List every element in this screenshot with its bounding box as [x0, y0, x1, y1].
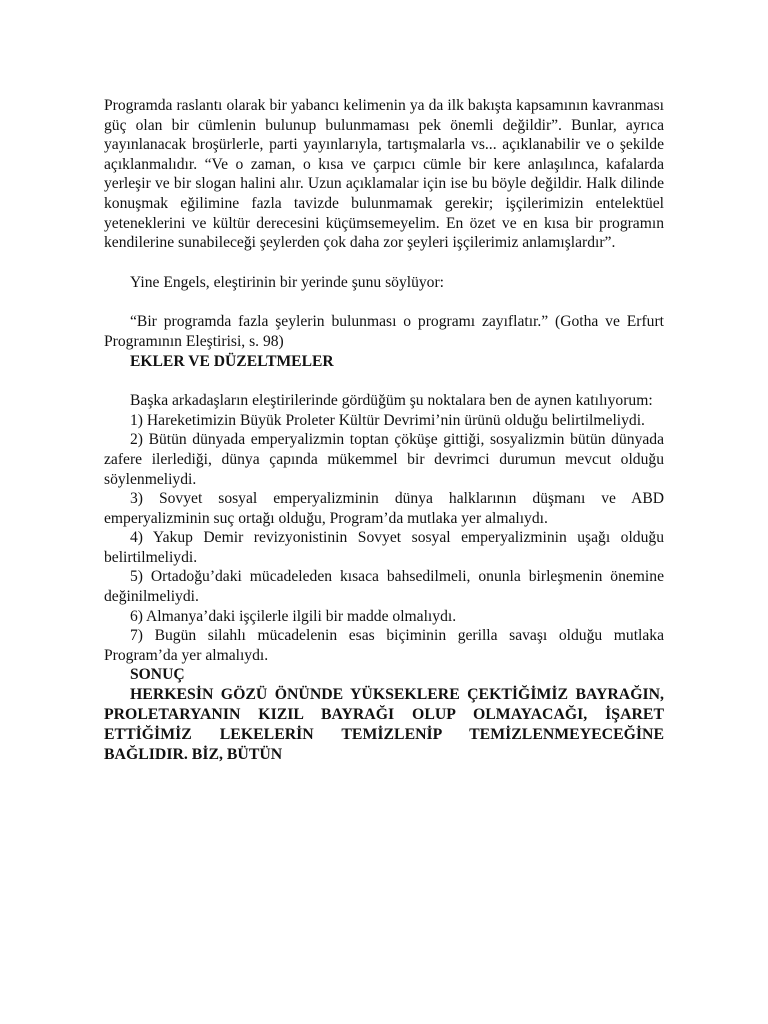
list-item: 3) Sovyet sosyal emperyalizminin dünya halklarının düşmanı ve ABD emperyalizminin suç ortağı olduğu, Program’da mutlaka yer almalıydı.	[104, 490, 664, 527]
list-item: 2) Bütün dünyada emperyalizmin toptan çöküşe gittiği, sosyalizmin bütün dünyada zafere ilerlediği, dünya çapında mükemmel bir devrimci durumun mevcut olduğu söylenmeliydi.	[104, 431, 664, 488]
list-item: 5) Ortadoğu’daki mücadeleden kısaca bahsedilmeli, onunla birleşmenin önemine değinilmeliydi.	[104, 568, 664, 606]
list-item: 7) Bugün silahlı mücadelenin esas biçiminin gerilla savaşı olduğu mutlaka Program’da yer almalıydı.	[104, 627, 664, 664]
document-page	[104, 96, 664, 765]
paragraph-engels-quote: “Bir programda fazla şeylerin bulunması o programı zayıflatır.” (Gotha ve Erfurt Programının Eleştirisi, s. 98)	[104, 313, 664, 350]
list-item: 1) Hareketimizin Büyük Proleter Kültür Devrimi’nin ürünü olduğu belirtilmeliydi.	[130, 411, 645, 429]
paragraph-agreement-intro: Başka arkadaşların eleştirilerinde gördüğüm şu noktalara ben de aynen katılıyorum:	[130, 392, 653, 410]
paragraph-engels-intro: Yine Engels, eleştirinin bir yerinde şunu söylüyor:	[130, 273, 444, 291]
amendments-list	[104, 411, 664, 666]
paragraph-quote-continuation: Programda raslantı olarak bir yabancı kelimenin ya da ilk bakışta kapsamının kavranması güç olan bir cümlenin bulunup bulunmaması pek önemli değildir”. Bunlar, ayrıca yayınlanacak broşürlerle, parti yayınlarıyla, tartışmalarla vs... açıklanabilir ve o şekilde açıklanmalıdır. “Ve o zaman, o kısa ve çarpıcı cümle bir kere anlaşılınca, kafalarda yerleşir ve bir slogan halini alır. Uzun açıklamalar için ise bu böyle değildir. Halk dilinde konuşmak eğilimine fazla tavizde bulunmamak gerekir; işçilerimizin entelektüel yeteneklerini ve kültür derecesini küçümsemeyelim. En özet ve en kısa bir programın kendilerine sunabileceği şeylerden çok daha zor şeyleri işçilerimiz anlamışlardır”.	[104, 97, 664, 252]
list-item: 4) Yakup Demir revizyonistinin Sovyet sosyal emperyalizminin uşağı olduğu belirtilmeliydi.	[104, 529, 664, 566]
section-heading-sonuc: SONUÇ	[130, 666, 185, 684]
section-heading-ekler: EKLER VE DÜZELTMELER	[130, 352, 334, 370]
list-item: 6) Almanya’daki işçilerle ilgili bir madde olmalıydı.	[130, 607, 457, 625]
conclusion-text: HERKESİN GÖZÜ ÖNÜNDE YÜKSEKLERE ÇEKTİĞİMİZ BAYRAĞIN, PROLETARYANIN KIZIL BAYRAĞI OLUP OLMAYACAĞI, İŞARET ETTİĞİMİZ LEKELERİN TEMİZLENİP TEMİZLENMEYECEĞİNE BAĞLIDIR. BİZ, BÜTÜN	[104, 686, 664, 764]
